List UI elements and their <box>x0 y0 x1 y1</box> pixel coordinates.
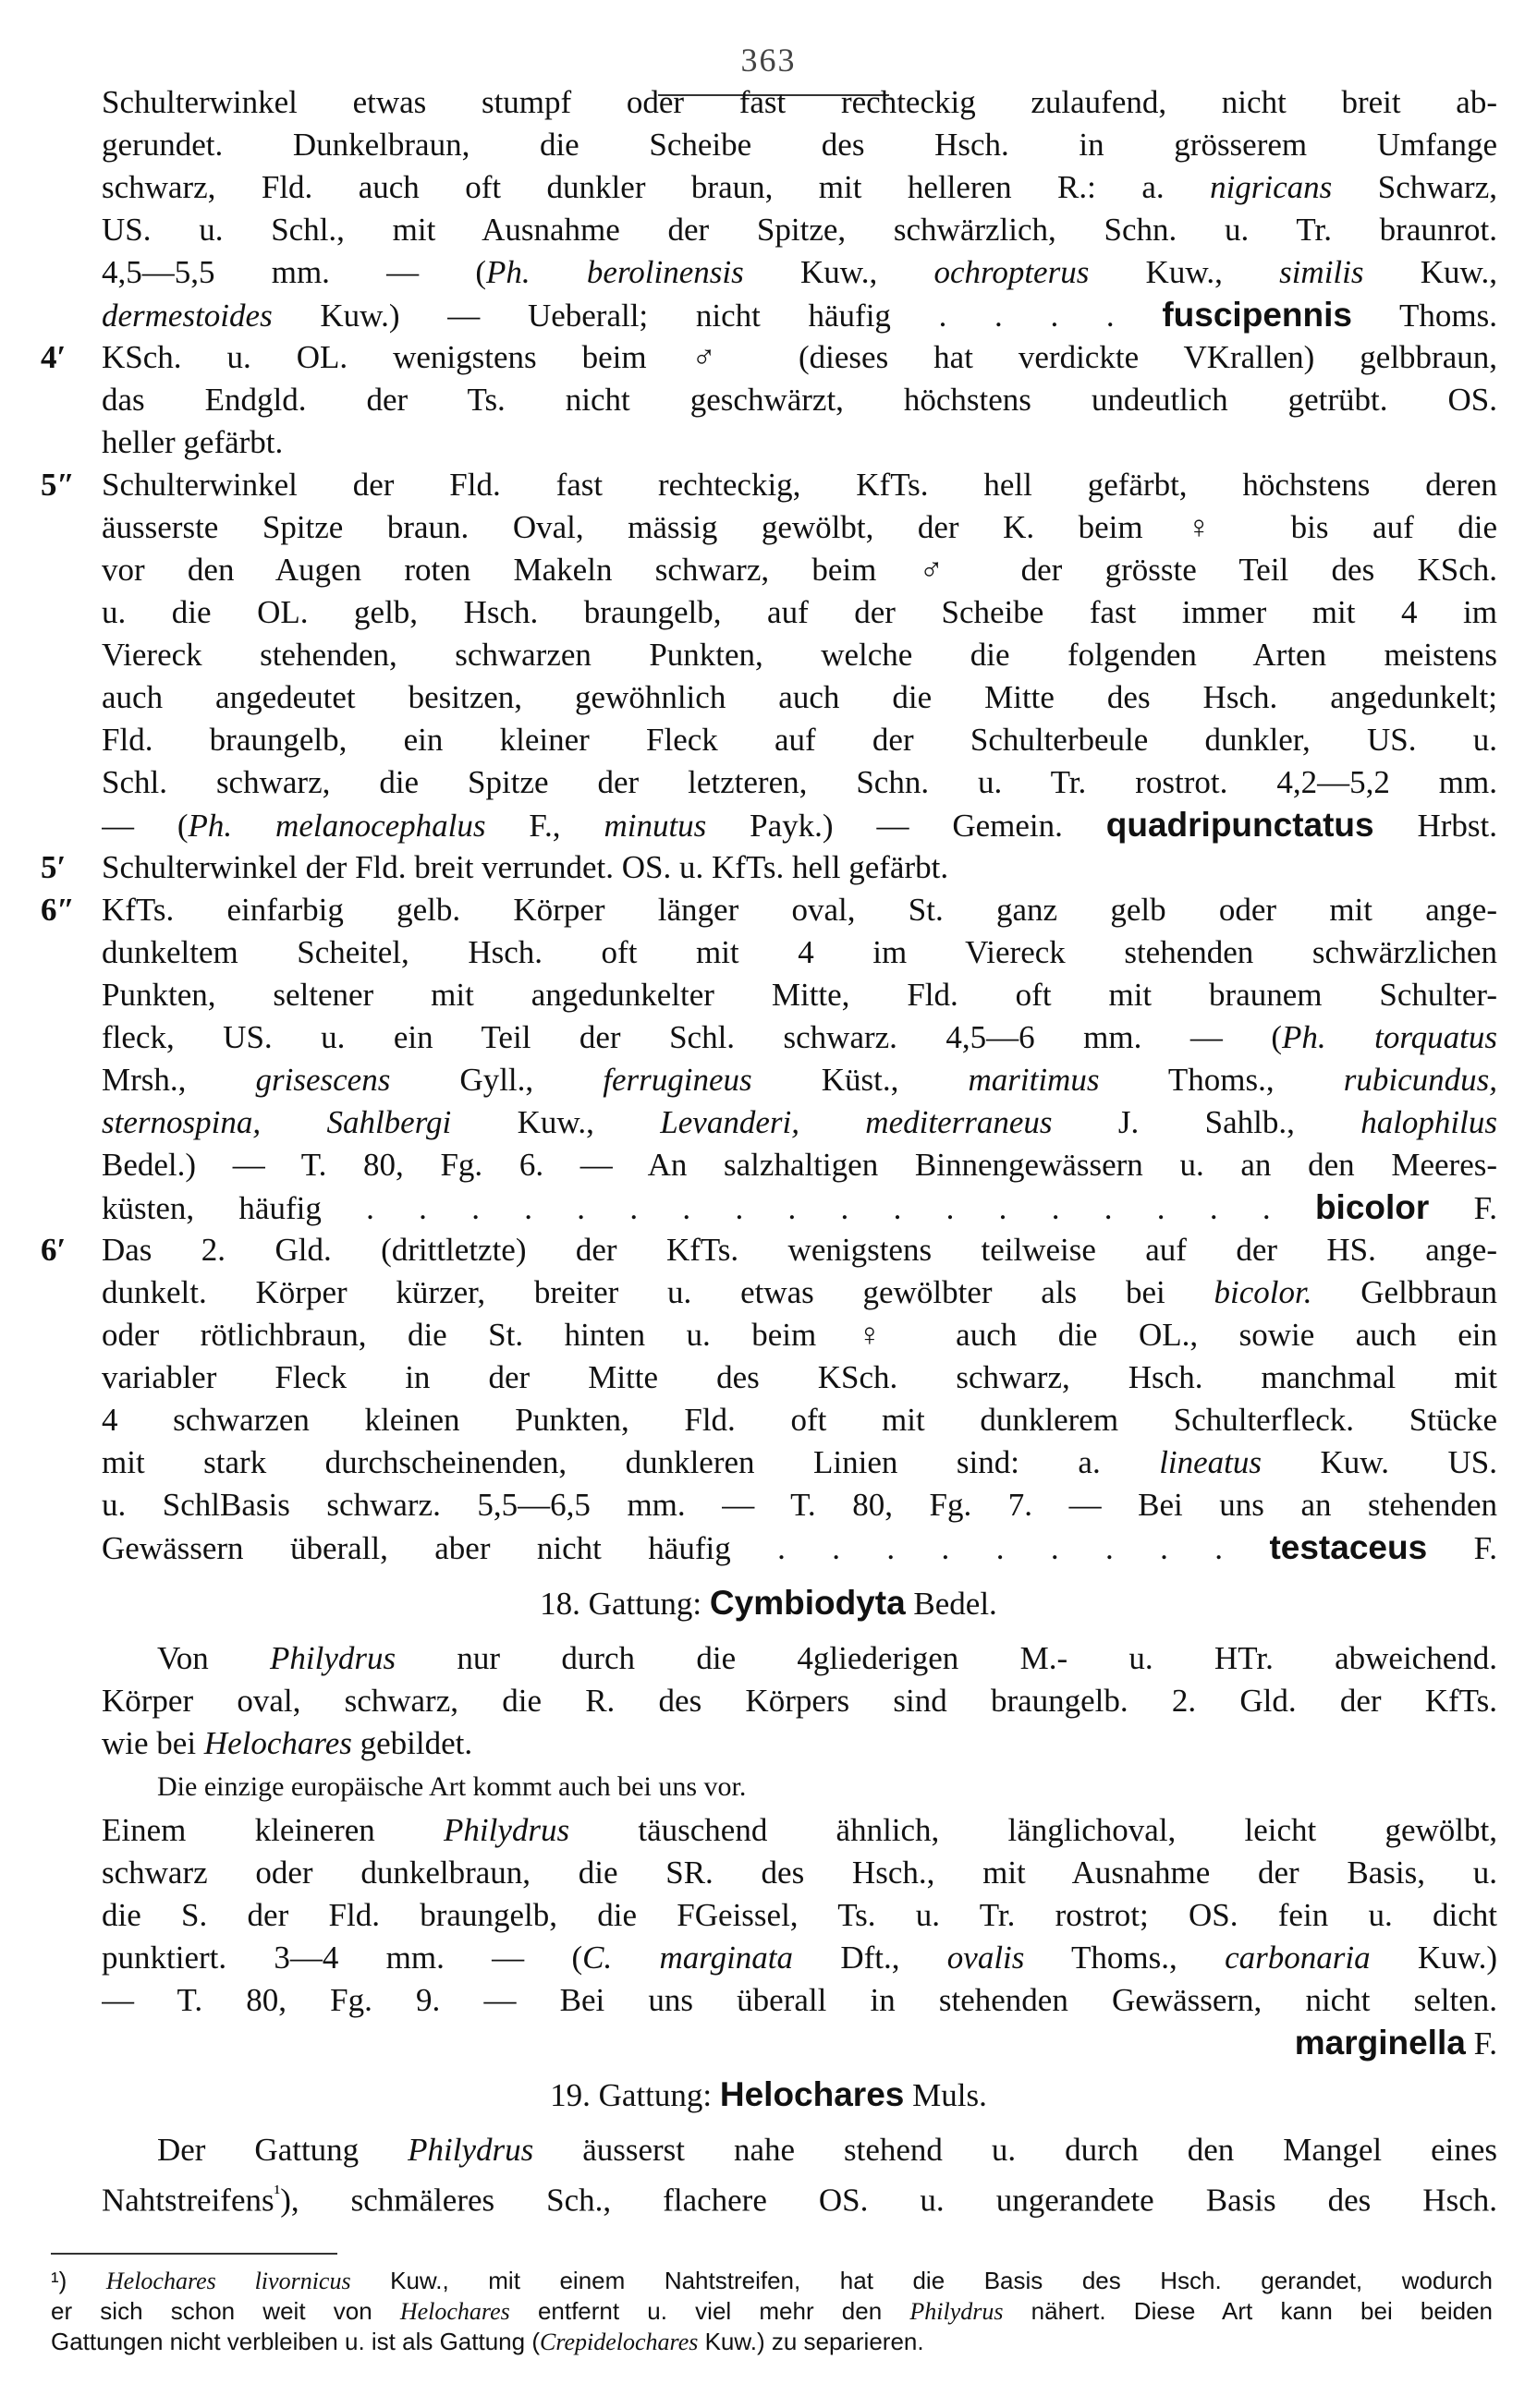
text-line: heller gefärbt. <box>102 424 284 460</box>
text-line: marginella F. <box>1294 2024 1497 2061</box>
text-line: 4 schwarzen kleinen Punkten, Fld. oft mit dunklerem Schulterfleck. Stücke <box>102 1402 1497 1438</box>
species-name: quadripunctatus <box>1105 806 1374 844</box>
text-line: auch angedeutet besitzen, gewöhnlich auch die Mitte des Hsch. angedunkelt; <box>102 679 1497 715</box>
text-line: wie bei Helochares gebildet. <box>102 1725 473 1761</box>
text-line: küsten, häufig . . . . . . . . . . . . . . . . . . bicolor F. <box>102 1188 1497 1226</box>
text-line: US. u. Schl., mit Ausnahme der Spitze, schwärzlich, Schn. u. Tr. braunrot. <box>102 212 1497 248</box>
text-line: u. die OL. gelb, Hsch. braungelb, auf der Scheibe fast immer mit 4 im <box>102 594 1497 630</box>
footnote-ref: ¹ <box>274 2181 281 2204</box>
species-name: testaceus <box>1269 1528 1428 1566</box>
text-line: mit stark durchscheinenden, dunkleren Linien sind: a. lineatus Kuw. US. <box>102 1444 1497 1480</box>
species-name: fuscipennis <box>1162 296 1352 334</box>
text-line: Von Philydrus nur durch die 4gliederigen M.- u. HTr. abweichend. <box>157 1640 1497 1676</box>
text-line: vor den Augen roten Makeln schwarz, beim ♂ der grösste Teil des KSch. <box>102 552 1497 588</box>
text-line: Punkten, seltener mit angedunkelter Mitte, Fld. oft mit braunem Schulter- <box>102 977 1497 1013</box>
key-number: 5″ <box>41 467 75 503</box>
text-line: Nahtstreifens$^{^1}$), schmäleres Sch., flachere OS. u. ungerandete Basis des Hsch. <box>102 2181 1497 2219</box>
text-line: Der Gattung Philydrus äusserst nahe stehend u. durch den Mangel eines <box>157 2132 1497 2168</box>
key-number: 6″ <box>41 892 75 928</box>
species-name: bicolor <box>1314 1188 1430 1226</box>
text-line: Einem kleineren Philydrus täuschend ähnlich, länglichoval, leicht gewölbt, <box>102 1812 1497 1848</box>
species-name: marginella <box>1294 2024 1466 2061</box>
text-line: variabler Fleck in der Mitte des KSch. schwarz, Hsch. manchmal mit <box>102 1359 1497 1395</box>
text-line: — (Ph. melanocephalus F., minutus Payk.) — Gemein. quadripunctatus Hrbst. <box>102 806 1497 844</box>
text-line: Schulterwinkel etwas stumpf oder fast rechteckig zulaufend, nicht breit ab- <box>102 84 1497 120</box>
text-line: schwarz oder dunkelbraun, die SR. des Hsch., mit Ausnahme der Basis, u. <box>102 1855 1497 1891</box>
footnote-line: er sich schon weit von Helochares entfernt u. viel mehr den Philydrus nähert. Diese Art kann bei beiden <box>51 2297 1493 2325</box>
text-line: oder rötlichbraun, die St. hinten u. beim ♀ auch die OL., sowie auch ein <box>102 1317 1497 1353</box>
text-line: die S. der Fld. braungelb, die FGeissel, Ts. u. Tr. rostrot; OS. fein u. dicht <box>102 1897 1497 1933</box>
text-line: das Endgld. der Ts. nicht geschwärzt, höchstens undeutlich getrübt. OS. <box>102 382 1497 418</box>
text-line: Schulterwinkel der Fld. breit verrundet. OS. u. KfTs. hell gefärbt. <box>102 849 949 885</box>
footnote-rule <box>51 2253 337 2255</box>
text-line: dunkeltem Scheitel, Hsch. oft mit 4 im Viereck stehenden schwärzlichen <box>102 934 1497 970</box>
text-line: Die einzige europäische Art kommt auch bei uns vor. <box>157 1771 747 1802</box>
text-line: schwarz, Fld. auch oft dunkler braun, mit helleren R.: a. nigricans Schwarz, <box>102 169 1497 205</box>
text-line: Fld. braungelb, ein kleiner Fleck auf der Schulterbeule dunkler, US. u. <box>102 722 1497 758</box>
key-number: 5′ <box>41 849 67 885</box>
text-line: Mrsh., grisescens Gyll., ferrugineus Küst., maritimus Thoms., rubicundus, <box>102 1062 1497 1098</box>
text-line: dermestoides Kuw.) — Ueberall; nicht häufig . . . . fuscipennis Thoms. <box>102 296 1497 334</box>
key-number: 4′ <box>41 339 67 375</box>
text-line: dunkelt. Körper kürzer, breiter u. etwas gewölbter als bei bicolor. Gelbbraun <box>102 1274 1497 1310</box>
footnote-line: ¹) Helochares livornicus Kuw., mit einem Nahtstreifen, hat die Basis des Hsch. gerandet, wodurch <box>51 2267 1493 2294</box>
text-line: äusserste Spitze braun. Oval, mässig gewölbt, der K. beim ♀ bis auf die <box>102 509 1497 545</box>
section-heading: 18. Gattung: Cymbiodyta Bedel. <box>540 1584 997 1622</box>
text-line: fleck, US. u. ein Teil der Schl. schwarz. 4,5—6 mm. — (Ph. torquatus <box>102 1019 1497 1055</box>
text-line: sternospina, Sahlbergi Kuw., Levanderi, mediterraneus J. Sahlb., halophilus <box>102 1104 1497 1140</box>
text-line: Gewässern überall, aber nicht häufig . . . . . . . . . testaceus F. <box>102 1528 1497 1566</box>
text-line: Schl. schwarz, die Spitze der letzteren, Schn. u. Tr. rostrot. 4,2—5,2 mm. <box>102 764 1497 800</box>
page-number: 363 <box>740 42 797 79</box>
text-line: KSch. u. OL. wenigstens beim ♂ (dieses hat verdickte VKrallen) gelbbraun, <box>102 339 1497 375</box>
text-line: gerundet. Dunkelbraun, die Scheibe des Hsch. in grösserem Umfange <box>102 127 1497 163</box>
text-line: Körper oval, schwarz, die R. des Körpers sind braungelb. 2. Gld. der KfTs. <box>102 1683 1497 1719</box>
text-line: — T. 80, Fg. 9. — Bei uns überall in stehenden Gewässern, nicht selten. <box>102 1982 1497 2018</box>
footnote-line: Gattungen nicht verbleiben u. ist als Gattung (Crepidelochares Kuw.) zu separieren. <box>51 2328 924 2355</box>
text-line: Schulterwinkel der Fld. fast rechteckig, KfTs. hell gefärbt, höchstens deren <box>102 467 1497 503</box>
key-number: 6′ <box>41 1232 67 1268</box>
text-line: u. SchlBasis schwarz. 5,5—6,5 mm. — T. 80, Fg. 7. — Bei uns an stehenden <box>102 1487 1497 1523</box>
text-line: KfTs. einfarbig gelb. Körper länger oval, St. ganz gelb oder mit ange- <box>102 892 1497 928</box>
text-line: Das 2. Gld. (drittletzte) der KfTs. wenigstens teilweise auf der HS. ange- <box>102 1232 1497 1268</box>
text-line: Viereck stehenden, schwarzen Punkten, welche die folgenden Arten meistens <box>102 637 1497 673</box>
text-line: Bedel.) — T. 80, Fg. 6. — An salzhaltigen Binnengewässern u. an den Meeres- <box>102 1147 1497 1183</box>
text-line: 4,5—5,5 mm. — (Ph. berolinensis Kuw., ochropterus Kuw., similis Kuw., <box>102 254 1497 290</box>
text-line: punktiert. 3—4 mm. — (C. marginata Dft., ovalis Thoms., carbonaria Kuw.) <box>102 1940 1497 1976</box>
section-heading: 19. Gattung: Helochares Muls. <box>550 2075 987 2113</box>
